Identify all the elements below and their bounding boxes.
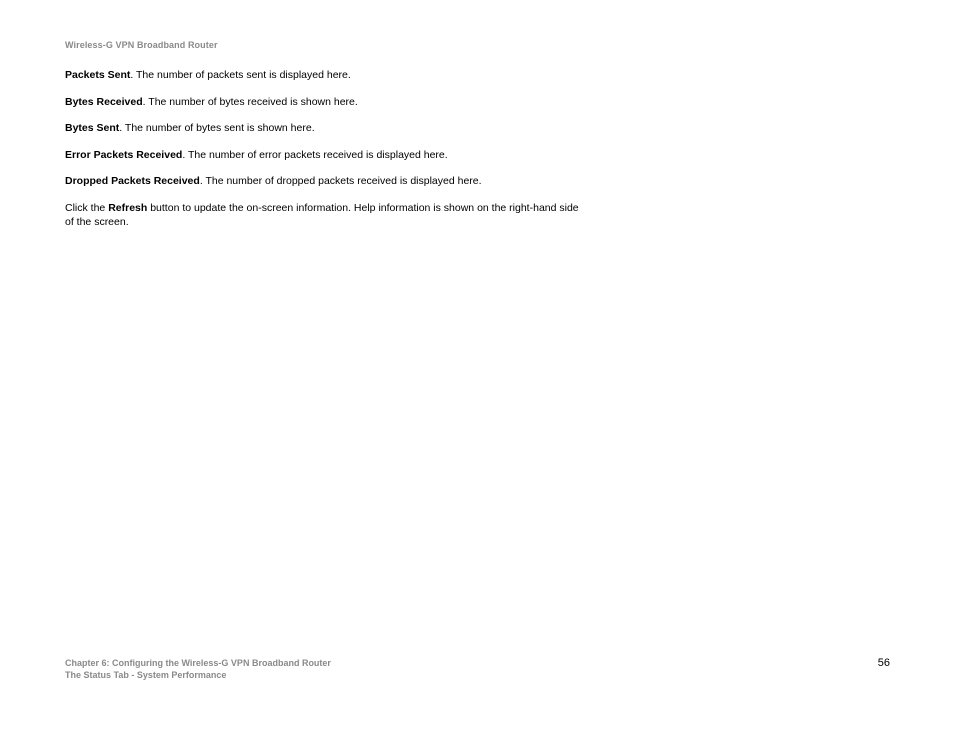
definition-text: . The number of bytes sent is shown here. xyxy=(119,122,315,134)
definition-text: . The number of error packets received is displayed here. xyxy=(182,148,448,161)
running-header: Wireless-G VPN Broadband Router xyxy=(65,40,218,50)
definition-bytes-sent xyxy=(65,121,585,136)
term: Dropped Packets Received xyxy=(65,175,200,187)
definition-text: . The number of bytes received is shown here. xyxy=(142,95,358,108)
definition-dropped-packets-received xyxy=(65,174,585,189)
definition-text: . The number of packets sent is displayed here. xyxy=(130,69,351,81)
body-content xyxy=(65,68,585,242)
instruction-prefix: Click the xyxy=(65,201,109,214)
definition-text: . The number of dropped packets received is displayed here. xyxy=(199,175,482,187)
page-number: 56 xyxy=(877,657,890,669)
refresh-term: Refresh xyxy=(108,201,148,214)
refresh-instructions xyxy=(65,201,585,230)
definition-bytes-received xyxy=(65,95,585,110)
term: Bytes Sent xyxy=(65,122,120,134)
instruction-suffix: button to update the on-screen information. Help information is shown on the right-hand side of the screen. xyxy=(65,201,579,228)
footer-chapter: Chapter 6: Configuring the Wireless-G VPN Broadband Router xyxy=(65,658,331,668)
term: Packets Sent xyxy=(65,69,131,81)
term: Error Packets Received xyxy=(65,148,183,161)
term: Bytes Received xyxy=(65,95,143,108)
page-footer xyxy=(65,657,331,681)
definition-packets-sent xyxy=(65,68,585,83)
footer-section: The Status Tab - System Performance xyxy=(65,670,227,680)
definition-error-packets-received xyxy=(65,148,585,163)
